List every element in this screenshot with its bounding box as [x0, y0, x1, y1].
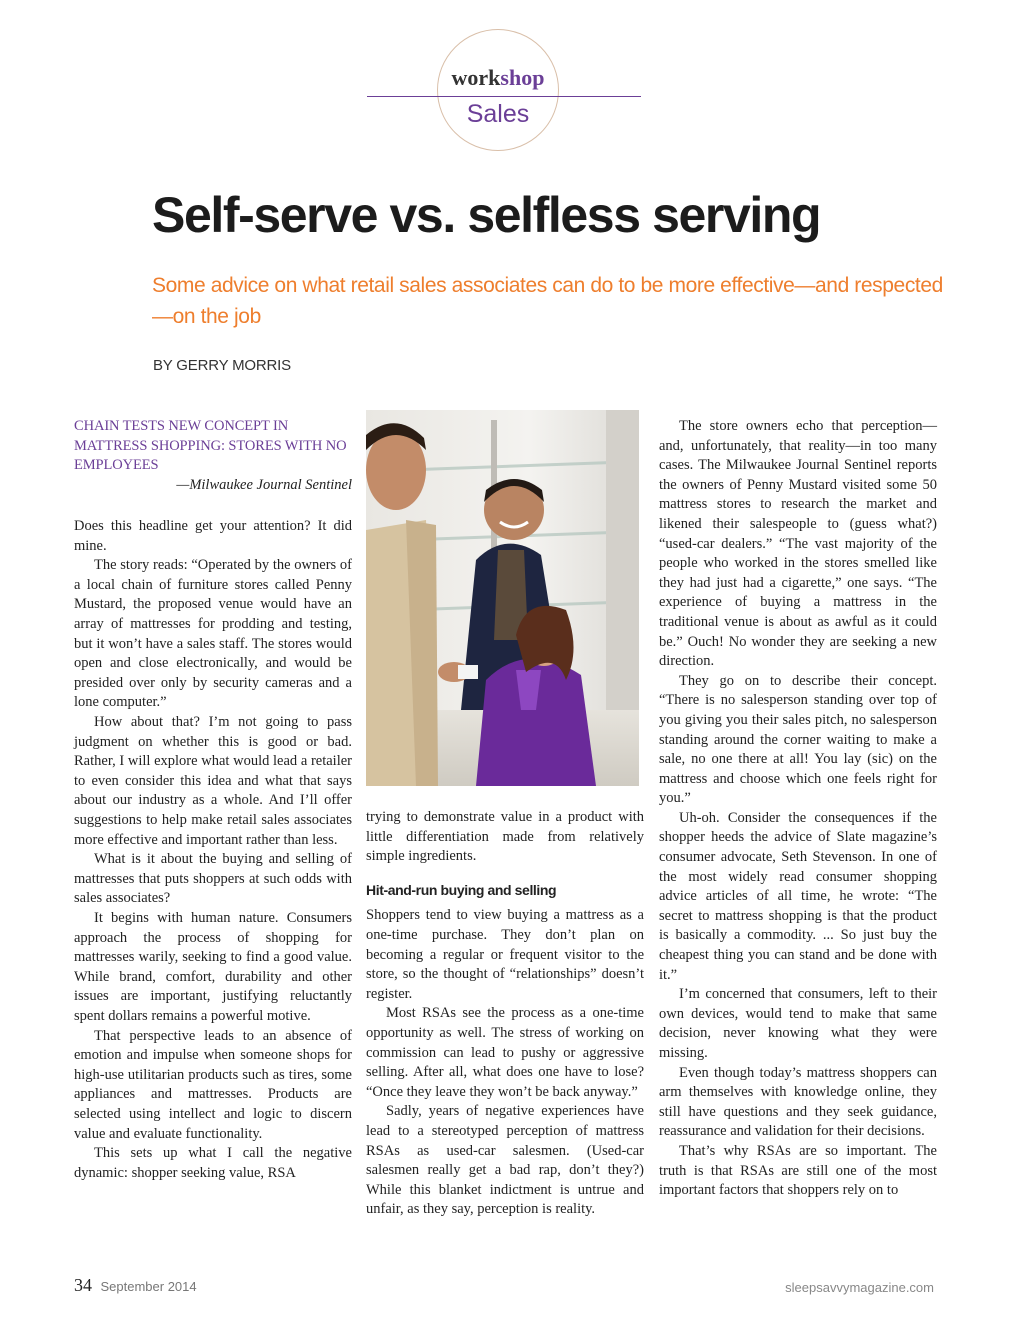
article-column-1 — [74, 417, 352, 1183]
paragraph: Sadly, years of negative experiences have lead to a stereotyped perception of mattress RSAs as used-car salesmen. (Used-car salesmen really get a bad rap, don’t they?) While this blanket indictment is untrue and unfair, as they say, perception is reality. — [366, 1103, 644, 1218]
paragraph: Even though today’s mattress shoppers can arm themselves with knowledge online, they still have questions and they seek guidance, reassurance and validation for their decisions. — [659, 1064, 937, 1140]
paragraph: That’s why RSAs are so important. The truth is that RSAs are still one of the most important factors that shoppers rely on to — [659, 1142, 937, 1199]
subhead: Hit-and-run buying and selling — [366, 881, 557, 898]
section-badge-rule — [367, 96, 641, 97]
paragraph: What is it about the buying and selling of mattresses that puts shoppers at such odds with sales associates? — [74, 851, 352, 907]
paragraph: How about that? I’m not going to pass judgment on whether this is good or bad. Rather, I will explore what would lead a retailer to even consider this idea and what that says about our industry as a whole. And I’ll offer suggestions to help make retail sales associates more effective and important rather than less. — [74, 714, 352, 848]
page-number: 34 — [74, 1275, 92, 1295]
paragraph: Most RSAs see the process as a one-time opportunity as well. The stress of working on commission can lead to pushy or aggressive selling. After all, what does one have to lose? “Once they leave they won’t be back anyway.” — [366, 1005, 644, 1100]
paragraph: This sets up what I call the negative dynamic: shopper seeking value, RSA — [74, 1145, 352, 1181]
paragraph: The story reads: “Operated by the owners of a local chain of furniture stores called Penny Mustard, the proposed venue would have an array of mattresses for prodding and testing, but it won’t have a sales staff. The stores would open and close electronically, and would be presided over only by security cameras and a lone computer.” — [74, 557, 352, 711]
paragraph: It begins with human nature. Consumers approach the process of shopping for mattresses warily, seeking to find a good value. While brand, comfort, durability and other issues are important, justifying reluctantly spent dollars remains a powerful motive. — [74, 909, 352, 1024]
salesperson-couple-photo — [366, 410, 639, 786]
paragraph: They go on to describe their concept. “There is no salesperson standing over top of you giving you their sales pitch, no salesperson standing around the corner waiting to make a sale, no one there at all! You lay (sic) on the mattress and choose which one feels right for you.” — [659, 672, 937, 807]
wordmark-shop: shop — [500, 65, 545, 90]
wordmark-work: work — [451, 65, 501, 90]
website-url: sleepsavvymagazine.com — [785, 1280, 934, 1295]
paragraph: Does this headline get your attention? It did mine. — [74, 518, 352, 554]
section-label: Sales — [466, 100, 530, 128]
paragraph: The store owners echo that perception—and, unfortunately, that reality—in too many cases. The Milwaukee Journal Sentinel reports the owners of Penny Mustard visited some 50 mattress stores to research the market and likened their salespeople to (guess what?) “used-car dealers.” “The vast majority of the people who worked in the stores smelled like they had just had a cigarette,” one says. “The experience of buying a mattress in the traditional venue is about as awful as it could be.” Ouch! No wonder they are seeking a new direction. — [659, 418, 937, 670]
paragraph: That perspective leads to an absence of emotion and impulse when someone shops for high-use utilitarian products such as tires, some appliances and mattresses. Products are selected using intellect and logic to discern value and evaluate functionality. — [74, 1027, 352, 1142]
workshop-wordmark — [437, 65, 559, 91]
article-headline: Self-serve vs. selfless serving — [152, 187, 821, 243]
article-byline: BY GERRY MORRIS — [153, 357, 291, 374]
paragraph: Shoppers tend to view buying a mattress as a one-time purchase. They don’t plan on becoming a regular or frequent visitor to the store, so the thought of “relationships” doesn’t register. — [366, 907, 644, 1002]
article-column-3 — [659, 417, 937, 1201]
article-photo — [366, 410, 639, 786]
article-deck: Some advice on what retail sales associates can do to be more effective—and respected—on the job — [152, 274, 943, 328]
page-footer-left — [74, 1275, 197, 1296]
paragraph: Uh-oh. Consider the consequences if the shopper heeds the advice of Slate magazine’s consumer advocate, Seth Stevenson. In one of the most widely read consumer shopping advice articles of all time, he wrote: “The secret to mattress shopping is that the product is basically a commodity. ... So just buy the cheapest thing you can stand and be done with it.” — [659, 809, 937, 983]
issue-date: September 2014 — [100, 1279, 197, 1294]
article-column-2 — [366, 808, 644, 1220]
paragraph: I’m concerned that consumers, left to their own devices, would tend to make that same decision, never knowing what they were missing. — [659, 986, 937, 1061]
paragraph: trying to demonstrate value in a product with little differentiation made from relatively simple ingredients. — [366, 809, 644, 865]
epigraph-source: —Milwaukee Journal Sentinel — [176, 476, 352, 493]
epigraph: CHAIN TESTS NEW CONCEPT IN MATTRESS SHOPPING: STORES WITH NO EMPLOYEES — [74, 418, 347, 473]
